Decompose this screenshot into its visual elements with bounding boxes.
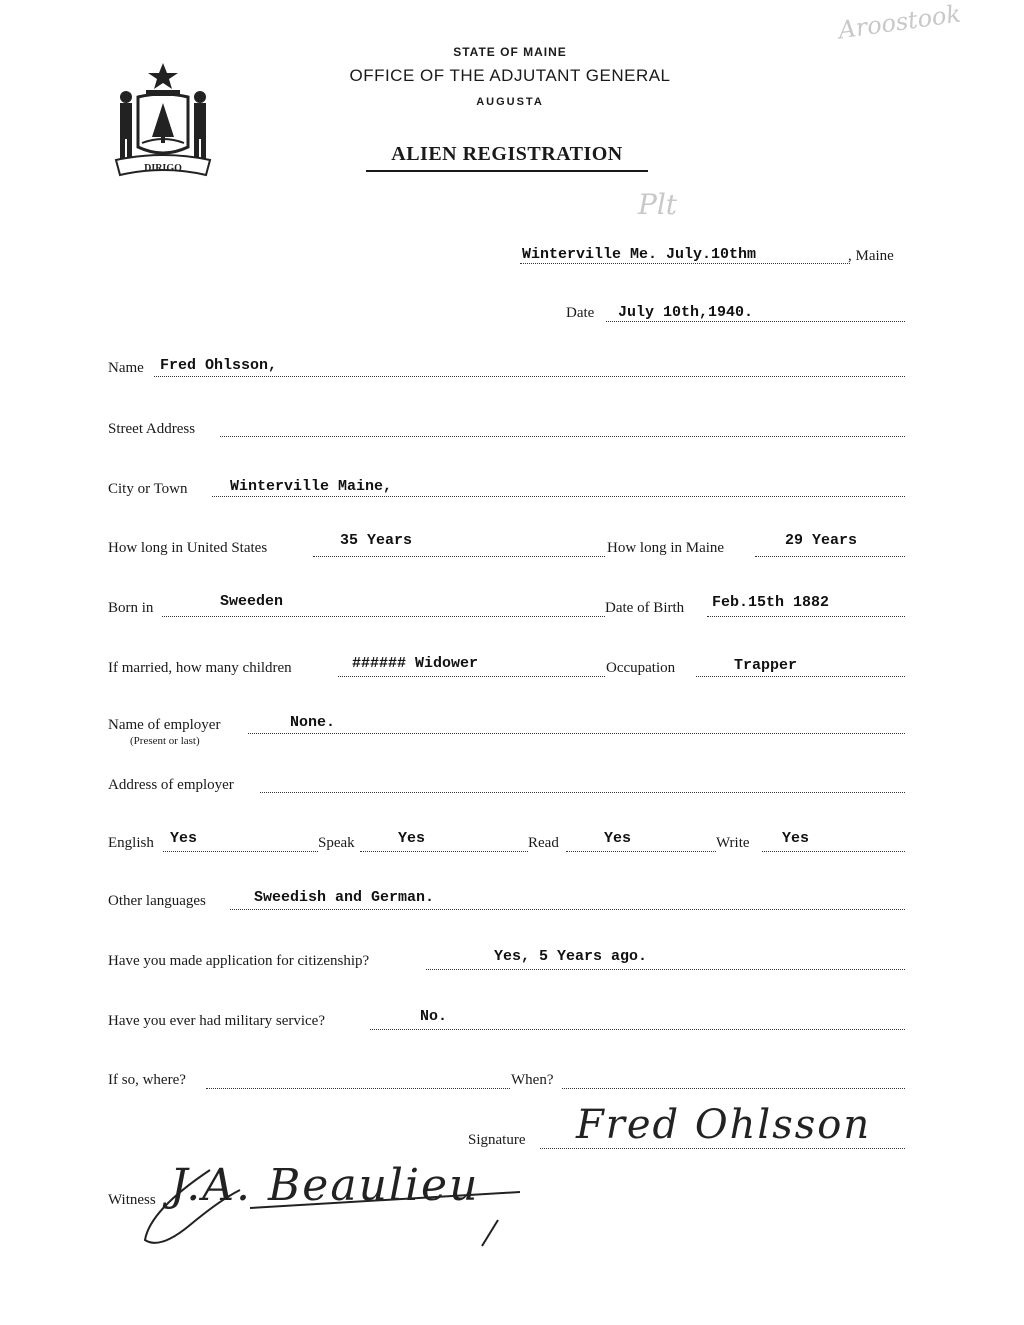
office-heading: OFFICE OF THE ADJUTANT GENERAL: [349, 66, 671, 85]
date-of-birth-line: [707, 615, 905, 617]
citizenship-value: Yes, 5 Years ago.: [494, 948, 648, 965]
years-maine-line: [755, 555, 905, 557]
when-label: When?: [511, 1072, 554, 1088]
state-heading: STATE OF MAINE: [453, 45, 567, 59]
state-seal: [108, 55, 218, 180]
seal-banner-text: DIRIGO: [144, 163, 182, 174]
place-value: Winterville Me. July.10thm: [522, 246, 757, 263]
occupation-line: [696, 675, 905, 677]
employer-address-label: Address of employer: [108, 777, 234, 793]
years-us-line: [313, 555, 605, 557]
years-maine-value: 29 Years: [785, 532, 858, 549]
initials-annotation: Plt: [638, 188, 678, 221]
occupation-value: Trapper: [734, 657, 798, 674]
other-languages-value: Sweedish and German.: [254, 889, 435, 906]
children-line: [338, 675, 605, 677]
date-of-birth-label: Date of Birth: [605, 600, 685, 616]
read-label: Read: [528, 835, 559, 851]
employer-value: None.: [290, 714, 336, 731]
citizenship-line: [426, 968, 905, 970]
years-maine-label: How long in Maine: [607, 540, 725, 556]
date-label: Date: [566, 305, 595, 321]
other-languages-line: [230, 908, 905, 910]
occupation-label: Occupation: [606, 660, 676, 676]
employer-sublabel: (Present or last): [130, 735, 200, 747]
other-languages-label: Other languages: [108, 893, 206, 909]
read-value: Yes: [604, 830, 632, 847]
witness-handwriting: J.A. Beaulieu: [170, 1160, 480, 1211]
street-address-label: Street Address: [108, 421, 196, 437]
city-town-label: City or Town: [108, 481, 188, 497]
signature-handwriting: Fred Ohlsson: [576, 1102, 872, 1148]
children-value: ###### Widower: [352, 655, 479, 672]
years-us-value: 35 Years: [340, 532, 413, 549]
city-town-line: [212, 495, 905, 497]
where-line: [206, 1087, 510, 1089]
born-in-line: [162, 615, 605, 617]
employer-label: Name of employer: [108, 717, 221, 733]
signature-label: Signature: [468, 1132, 526, 1148]
write-line: [762, 850, 905, 852]
name-line: [154, 375, 905, 377]
street-address-line: [220, 435, 905, 437]
write-label: Write: [716, 835, 750, 851]
name-value: Fred Ohlsson,: [160, 357, 278, 374]
english-line: [163, 850, 318, 852]
employer-line: [248, 732, 905, 734]
name-label: Name: [108, 360, 144, 376]
speak-line: [360, 850, 528, 852]
date-value: July 10th,1940.: [618, 304, 754, 321]
form-title: ALIEN REGISTRATION: [366, 143, 648, 172]
city-heading: AUGUSTA: [476, 96, 544, 108]
city-town-value: Winterville Maine,: [230, 478, 393, 495]
military-line: [370, 1028, 905, 1030]
children-label: If married, how many children: [108, 660, 292, 676]
date-of-birth-value: Feb.15th 1882: [712, 594, 830, 611]
military-label: Have you ever had military service?: [108, 1013, 325, 1029]
witness-label: Witness: [108, 1192, 156, 1208]
place-suffix: , Maine: [848, 248, 894, 264]
employer-address-line: [260, 791, 905, 793]
speak-value: Yes: [398, 830, 426, 847]
when-line: [562, 1087, 905, 1089]
where-label: If so, where?: [108, 1072, 186, 1088]
years-us-label: How long in United States: [108, 540, 268, 556]
citizenship-label: Have you made application for citizenship?: [108, 953, 370, 969]
county-annotation: Aroostook: [836, 0, 963, 45]
read-line: [566, 850, 716, 852]
speak-label: Speak: [318, 835, 355, 851]
english-label: English: [108, 835, 154, 851]
english-value: Yes: [170, 830, 198, 847]
born-in-value: Sweeden: [220, 593, 284, 610]
born-in-label: Born in: [108, 600, 154, 616]
witness-flourish: [130, 1150, 550, 1260]
write-value: Yes: [782, 830, 810, 847]
military-value: No.: [420, 1008, 448, 1025]
